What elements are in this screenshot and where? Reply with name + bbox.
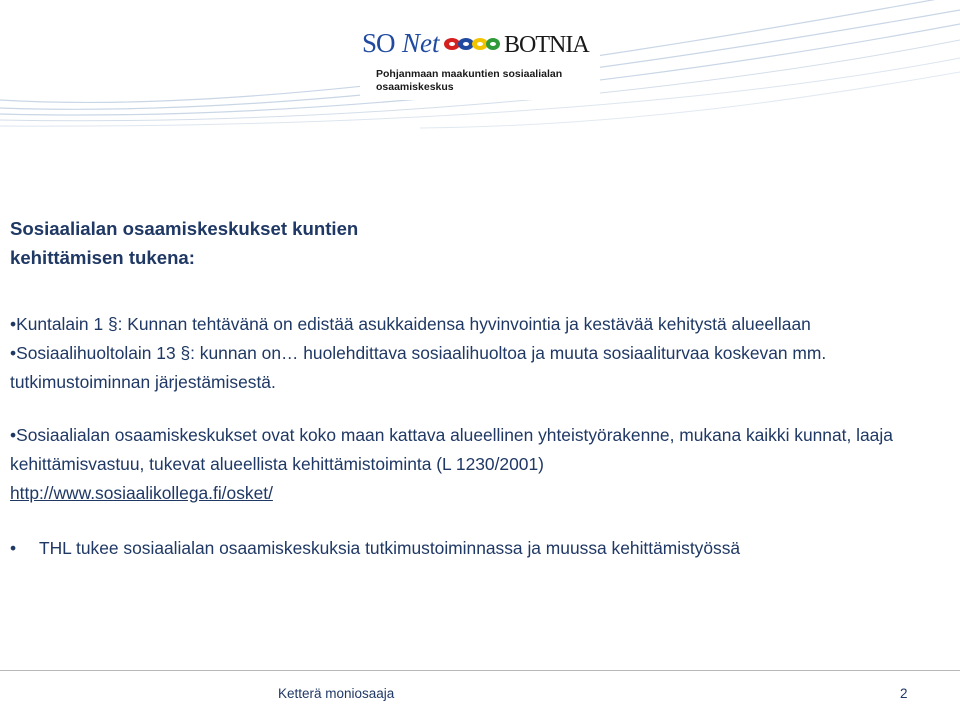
logo-subtitle: Pohjanmaan maakuntien sosiaalialan osaamiskeskus — [376, 68, 563, 93]
sonet-botnia-logo-mark — [360, 12, 600, 70]
svg-text:BOTNIA: BOTNIA — [504, 32, 589, 58]
bullet-marker: • — [10, 538, 17, 558]
slide-title-line-2: kehittämisen tukena: — [10, 247, 195, 268]
bullet-osaamiskeskukset — [10, 421, 940, 508]
sonet-botnia-logo — [360, 12, 600, 100]
bullet-sosiaalihuoltolaki: •Sosiaalihuoltolain 13 §: kunnan on… huolehdittava sosiaalihuoltoa ja muuta sosiaaliturvaa koskevan mm. tutkimustoiminnan järjestämisestä. — [10, 343, 827, 392]
slide-content — [10, 214, 940, 563]
slide-title-line-1: Sosiaalialan osaamiskeskukset kuntien — [10, 218, 359, 239]
page-number: 2 — [900, 686, 908, 701]
svg-text:SO: SO — [362, 28, 395, 58]
bullet-thl — [10, 534, 940, 563]
slide-title — [10, 214, 940, 272]
bullet-osaamiskeskukset-text: •Sosiaalialan osaamiskeskukset ovat koko maan kattava alueellinen yhteistyörakenne, mukana kaikki kunnat, laaja kehittämisvastuu, tukevat alueellista kehittämistoiminta (L 1230/2001) — [10, 425, 893, 474]
footer-label: Ketterä moniosaaja — [278, 686, 395, 701]
bullet-group-laws — [10, 310, 940, 397]
svg-text:Net: Net — [402, 28, 440, 58]
footer-divider — [0, 670, 960, 671]
bullet-kuntalaki: •Kuntalain 1 §: Kunnan tehtävänä on edistää asukkaidensa hyvinvointia ja kestävää kehitystä alueellaan — [10, 314, 811, 334]
sosiaalikollega-link[interactable]: http://www.sosiaalikollega.fi/osket/ — [10, 483, 273, 503]
bullet-thl-text: THL tukee sosiaalialan osaamiskeskuksia tutkimustoiminnassa ja muussa kehittämistyössä — [39, 538, 741, 558]
